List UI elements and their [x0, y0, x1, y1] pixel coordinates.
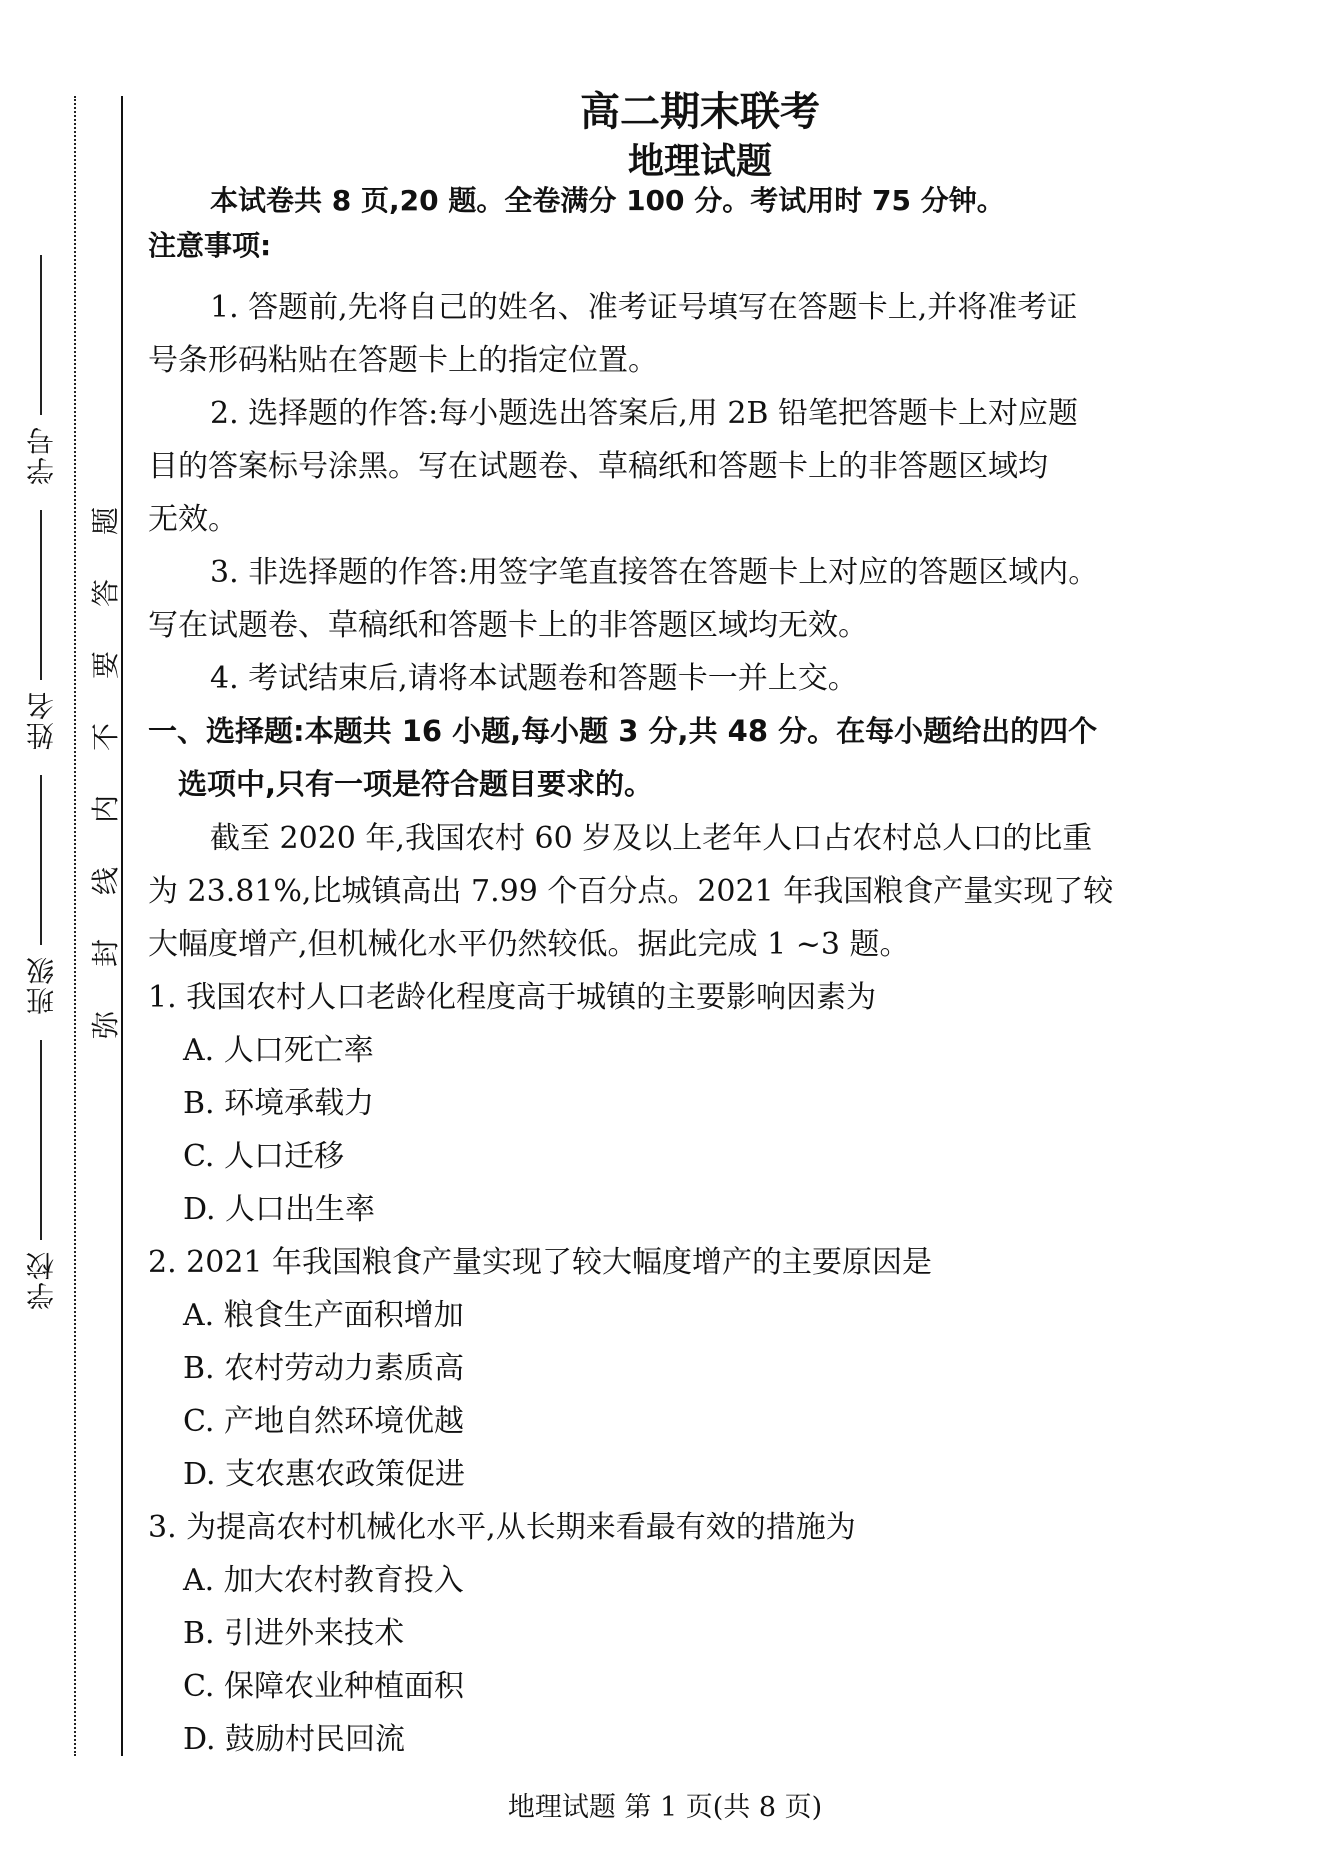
page-subtitle: 地理试题 — [627, 141, 772, 182]
class-label: 班级 — [25, 955, 58, 1015]
notice-line: 4. 考试结束后,请将本试题卷和答题卡一并上交。 — [210, 661, 858, 696]
seal-char: 答 — [89, 579, 122, 608]
answer-option: B. 引进外来技术 — [183, 1616, 405, 1651]
student-id-blank — [40, 255, 42, 415]
notice-heading: 注意事项: — [148, 229, 272, 262]
answer-option: A. 粮食生产面积增加 — [183, 1298, 464, 1333]
notice-line: 3. 非选择题的作答:用签字笔直接答在答题卡上对应的答题区域内。 — [210, 555, 1099, 590]
section-heading-cont: 选项中,只有一项是符合题目要求的。 — [178, 767, 654, 801]
passage-line: 截至 2020 年,我国农村 60 岁及以上老年人口占农村总人口的比重 — [210, 821, 1093, 856]
notice-line: 2. 选择题的作答:每小题选出答案后,用 2B 铅笔把答题卡上对应题 — [210, 396, 1079, 431]
school-blank-top — [40, 1040, 42, 1240]
answer-option: D. 支农惠农政策促进 — [183, 1457, 466, 1492]
question-stem: 2. 2021 年我国粮食产量实现了较大幅度增产的主要原因是 — [148, 1245, 933, 1280]
answer-option: A. 加大农村教育投入 — [183, 1563, 464, 1598]
notice-line: 号条形码粘贴在答题卡上的指定位置。 — [148, 343, 658, 378]
notice-line: 1. 答题前,先将自己的姓名、准考证号填写在答题卡上,并将准考证 — [210, 290, 1078, 325]
section-heading: 一、选择题:本题共 16 小题,每小题 3 分,共 48 分。在每小题给出的四个 — [148, 714, 1098, 748]
page-title: 高二期末联考 — [580, 89, 820, 135]
seal-char: 线 — [89, 867, 122, 896]
passage-line: 大幅度增产,但机械化水平仍然较低。据此完成 1 ~3 题。 — [148, 927, 910, 962]
page-footer: 地理试题 第 1 页(共 8 页) — [507, 1792, 823, 1823]
seal-char: 不 — [89, 723, 122, 752]
answer-option: B. 环境承载力 — [183, 1086, 375, 1121]
passage-line: 为 23.81%,比城镇高出 7.99 个百分点。2021 年我国粮食产量实现了较 — [148, 874, 1114, 909]
question-stem: 1. 我国农村人口老龄化程度高于城镇的主要影响因素为 — [148, 980, 877, 1015]
seal-solid-line — [121, 96, 123, 1756]
seal-char: 题 — [89, 507, 122, 536]
name-label: 姓名 — [25, 690, 58, 750]
notice-line: 写在试题卷、草稿纸和答题卡上的非答题区域均无效。 — [148, 608, 868, 643]
student-id-label: 学号 — [25, 425, 58, 485]
name-blank-top — [40, 510, 42, 680]
class-blank-top — [40, 775, 42, 945]
question-stem: 3. 为提高农村机械化水平,从长期来看最有效的措施为 — [148, 1510, 856, 1545]
answer-option: C. 人口迁移 — [183, 1139, 344, 1174]
answer-option: C. 保障农业种植面积 — [183, 1669, 464, 1704]
answer-option: C. 产地自然环境优越 — [183, 1404, 464, 1439]
answer-option: D. 鼓励村民回流 — [183, 1722, 406, 1757]
school-label: 学校 — [25, 1250, 58, 1310]
exam-intro: 本试卷共 8 页,20 题。全卷满分 100 分。考试用时 75 分钟。 — [210, 184, 1005, 217]
seal-char: 弥 — [89, 1011, 122, 1040]
seal-char: 封 — [89, 939, 122, 968]
answer-option: A. 人口死亡率 — [183, 1033, 374, 1068]
fold-dotted-line — [74, 96, 76, 1756]
notice-line: 无效。 — [148, 502, 238, 537]
seal-char: 要 — [89, 651, 122, 680]
answer-option: B. 农村劳动力素质高 — [183, 1351, 465, 1386]
answer-option: D. 人口出生率 — [183, 1192, 376, 1227]
notice-line: 目的答案标号涂黑。写在试题卷、草稿纸和答题卡上的非答题区域均 — [148, 449, 1048, 484]
seal-char: 内 — [89, 795, 122, 824]
